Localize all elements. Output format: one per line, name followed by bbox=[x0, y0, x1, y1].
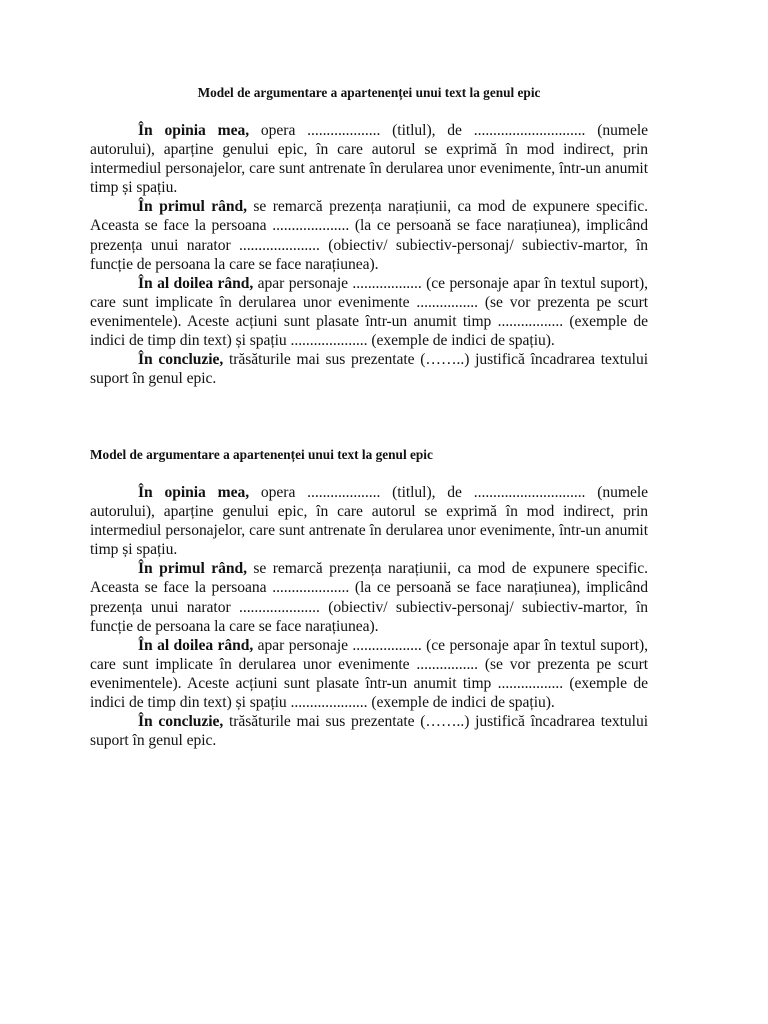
section-title: Model de argumentare a apartenenței unui text la genul epic bbox=[197, 85, 541, 100]
paragraph-text: apar personaje .................. (ce personaje apar în textul suport), care sunt implicate în derularea unor evenimente ................ (se vor prezenta pe scurt evenimentele). Aceste acțiuni sunt plasate într-un anumit timp ................. (exemple de indici de timp din text) și spațiu .................... (exemple de indici de spațiu). bbox=[90, 636, 648, 712]
paragraph-opinion bbox=[90, 121, 648, 197]
paragraph-text: trăsăturile mai sus prezentate (……..) justifică încadrarea textului suport în genul epic. bbox=[90, 351, 648, 388]
model-section-centered bbox=[90, 84, 648, 388]
section-title: Model de argumentare a apartenenței unui text la genul epic bbox=[90, 447, 433, 462]
paragraph-lead: În concluzie, bbox=[138, 351, 224, 369]
paragraph-lead: În primul rând, bbox=[138, 560, 247, 578]
paragraph-first-argument bbox=[90, 197, 648, 273]
paragraph-second-argument bbox=[90, 274, 648, 350]
paragraph-text: trăsăturile mai sus prezentate (……..) justifică încadrarea textului suport în genul epic. bbox=[90, 713, 648, 750]
paragraph-second-argument bbox=[90, 636, 648, 712]
paragraph-conclusion bbox=[90, 712, 648, 750]
paragraph-lead: În opinia mea, bbox=[138, 484, 250, 501]
paragraph-opinion bbox=[90, 483, 648, 559]
paragraph-first-argument bbox=[90, 559, 648, 635]
paragraph-text: se remarcă prezența narațiunii, ca mod de expunere specific. Aceasta se face la persoana .................... (la ce persoană se face narațiunea), implicând prezența unui narator ..................... (obiectiv/ subiectiv-personaj/ subiectiv-martor, în funcție de persoana la care se face narațiunea). bbox=[90, 198, 649, 273]
paragraph-lead: În concluzie, bbox=[138, 713, 224, 731]
paragraph-lead: În opinia mea, bbox=[138, 122, 250, 139]
paragraph-text: opera ................... (titlul), de ............................. (numele autorului), aparține genului epic, în care autorul se exprimă în mod indirect, prin intermediul personajelor, care sunt antrenate în derularea unor evenimente, într-un anumit timp și spațiu. bbox=[90, 122, 648, 197]
paragraph-lead: În primul rând, bbox=[138, 198, 247, 216]
paragraph-lead: În al doilea rând, bbox=[138, 274, 254, 292]
paragraph-lead: În al doilea rând, bbox=[138, 636, 254, 654]
paragraph-conclusion bbox=[90, 350, 648, 388]
paragraph-text: se remarcă prezența narațiunii, ca mod de expunere specific. Aceasta se face la persoana .................... (la ce persoană se face narațiunea), implicând prezența unui narator ..................... (obiectiv/ subiectiv-personaj/ subiectiv-martor, în funcție de persoana la care se face narațiunea). bbox=[90, 560, 649, 635]
paragraph-text: apar personaje .................. (ce personaje apar în textul suport), care sunt implicate în derularea unor evenimente ................ (se vor prezenta pe scurt evenimentele). Aceste acțiuni sunt plasate într-un anumit timp ................. (exemple de indici de timp din text) și spațiu .................... (exemple de indici de spațiu). bbox=[90, 274, 648, 350]
model-section-left bbox=[90, 446, 648, 750]
paragraph-text: opera ................... (titlul), de ............................. (numele autorului), aparține genului epic, în care autorul se exprimă în mod indirect, prin intermediul personajelor, care sunt antrenate în derularea unor evenimente, într-un anumit timp și spațiu. bbox=[90, 484, 648, 559]
